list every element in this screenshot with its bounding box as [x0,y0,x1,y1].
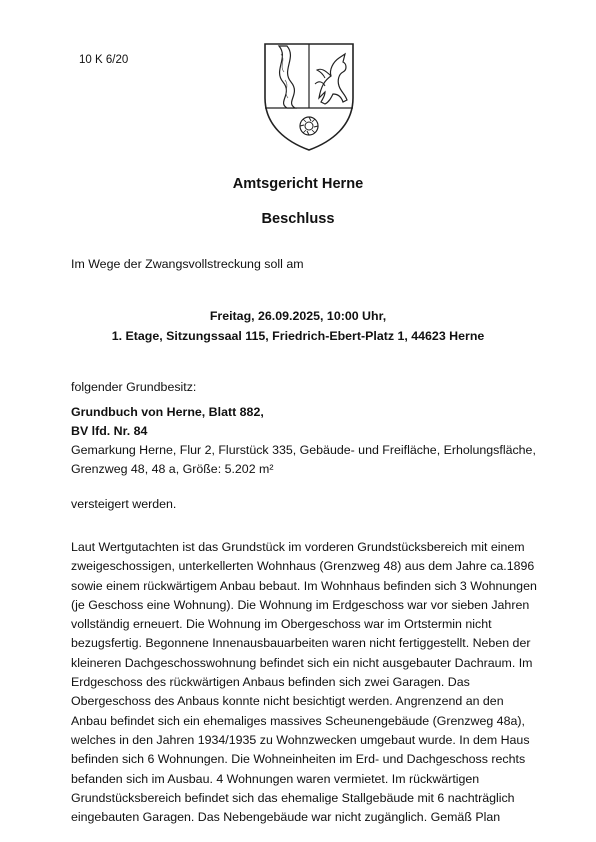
auction-phrase: versteigert werden. [71,497,177,511]
nrw-coat-of-arms-icon [259,40,359,152]
appraisal-line: befanden sich im Ausbau. 4 Wohnungen waren vermietet. Im rückwärtigen [71,771,480,786]
document-type: Beschluss [261,211,335,227]
appraisal-line: Anbau befindet sich ein ehemaliges massives Scheunengebäude (Grenzweg 48a), [71,713,525,728]
property-intro: folgender Grundbesitz: [71,380,197,394]
property-description-1: Gemarkung Herne, Flur 2, Flurstück 335, Gebäude- und Freifläche, Erholungsfläche, [71,443,536,457]
property-register: Grundbuch von Herne, Blatt 882, [71,405,264,419]
appraisal-line: kleineren Dachgeschosswohnung befindet sich ein nicht ausgebauter Dachraum. Im [71,655,533,670]
appraisal-line: welches in den Jahren 1934/1935 zu Wohnzwecken umgebaut wurde. In dem Haus [71,732,530,747]
hearing-location: 1. Etage, Sitzungssaal 115, Friedrich-Ebert-Platz 1, 44623 Herne [111,329,485,343]
appraisal-paragraph [71,538,537,827]
property-description-2: Grenzweg 48, 48 a, Größe: 5.202 m² [71,462,274,476]
appraisal-line: vollständig erneuert. Die Wohnung im Obergeschoss war im Ortstermin nicht [71,617,492,632]
appraisal-line: Obergeschoss des Anbaus konnte nicht besichtigt werden. Angrenzend an den [71,694,504,709]
court-title: Amtsgericht Herne [232,176,364,192]
case-number: 10 K 6/20 [79,54,129,66]
appraisal-line: befinden sich 6 Wohnungen. Die Wohneinheiten im Erd- und Dachgeschoss rechts [71,752,526,767]
intro-text: Im Wege der Zwangsvollstreckung soll am [71,257,304,271]
appraisal-line: sowie einem rückwärtigem Anbau bebaut. Im Wohnhaus befinden sich 3 Wohnungen [71,578,537,593]
appraisal-line: Erdgeschoss des rückwärtigen Anbaus befinden sich zwei Garagen. Das [71,675,470,690]
appraisal-line: eingebauten Garagen. Das Nebengebäude war nicht zugänglich. Gemäß Plan [71,810,501,825]
appraisal-line: bezugsfertig. Begonnene Innenausbauarbeiten waren nicht fertiggestellt. Neben der [71,636,531,651]
appraisal-line: zweigeschossigen, unterkellerten Wohnhaus (Grenzweg 48) aus dem Jahre ca.1896 [71,559,535,574]
appraisal-line: Laut Wertgutachten ist das Grundstück im vorderen Grundstücksbereich mit einem [71,540,525,554]
hearing-date-time: Freitag, 26.09.2025, 10:00 Uhr, [209,309,387,323]
property-entry: BV lfd. Nr. 84 [71,424,148,438]
appraisal-line: Grundstücksbereich befindet sich das ehemalige Stallgebäude mit 6 nachträglich [71,790,515,805]
appraisal-line: (je Geschoss eine Wohnung). Die Wohnung im Erdgeschoss war vor sieben Jahren [71,597,530,612]
